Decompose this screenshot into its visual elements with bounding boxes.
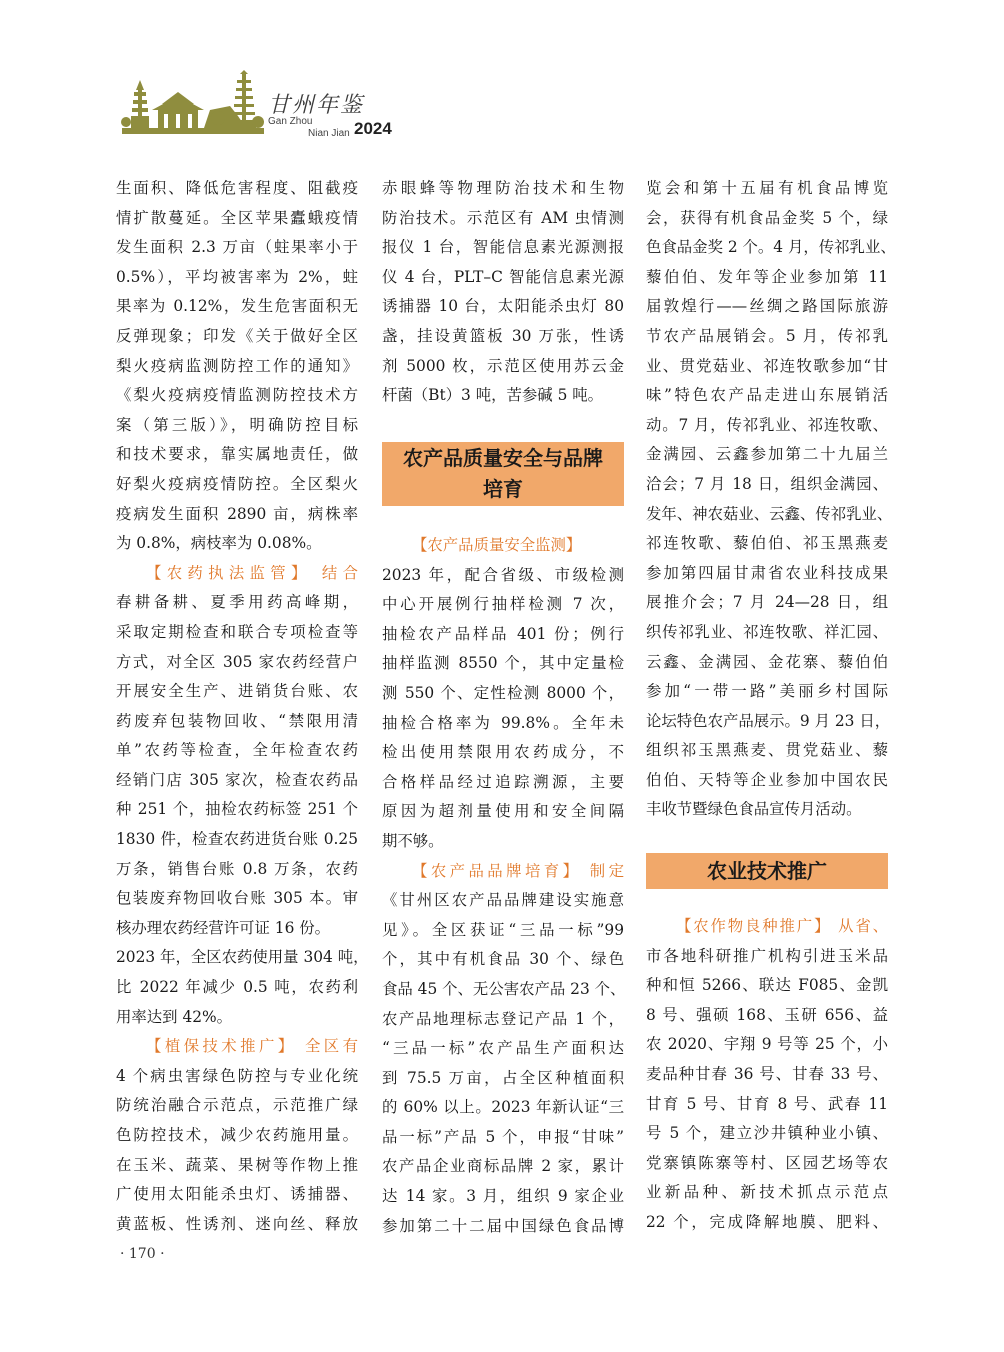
text-line: 合格样品经过追踪溯源，主要 xyxy=(382,772,624,791)
text-line: 原因为超剂量使用和安全间隔 xyxy=(382,802,624,821)
text-line: 届敦煌行——丝绸之路国际旅游 xyxy=(646,297,888,316)
text-line: 诱捕器 10 台，太阳能杀虫灯 80 xyxy=(382,297,624,316)
text-line: 疫病发生面积 2890 亩，病株率 xyxy=(116,504,358,523)
text-line: 麦品种甘春 36 号、甘春 33 号、 xyxy=(646,1064,888,1083)
text-line: 洽会；7 月 18 日，组织金满园、 xyxy=(646,474,888,493)
column-right-top xyxy=(646,174,896,825)
text-line: 组织祁玉黑燕麦、贯党菇业、藜 xyxy=(646,741,888,760)
text-line: 织传祁乳业、祁连牧歌、祥汇园、 xyxy=(646,622,888,641)
gan-zhou-skyline-logo-icon xyxy=(118,70,268,140)
text-line: 业、贯党菇业、祁连牧歌参加“甘 xyxy=(646,356,888,375)
text-line: 个，其中有机食品 30 个、绿色 xyxy=(382,950,624,969)
text-line: 8 号、强硕 168、玉研 656、益 xyxy=(646,1005,888,1024)
text-line: 伯伯、天特等企业参加中国农民 xyxy=(646,770,888,789)
text-line: 发生面积 2.3 万亩（蛀果率小于 xyxy=(116,238,358,257)
text-line: 发年、神农菇业、云鑫、传祁乳业、 xyxy=(646,504,893,523)
text-line: 开展安全生产、进销货台账、农 xyxy=(116,682,358,701)
text-line: 仪 4 台，PLT–C 智能信息素光源 xyxy=(382,267,624,286)
text-line: 检出使用禁限用农药成分，不 xyxy=(382,743,624,762)
text-line: 会，获得有机食品金奖 5 个，绿 xyxy=(646,208,888,227)
text-line: 采取定期检查和联合专项检查等 xyxy=(116,622,358,641)
brand-title: 甘州年鉴 xyxy=(268,93,365,118)
text-line: 抽检合格率为 99.8%。全年未 xyxy=(382,713,624,732)
subheading-pesticide-enforcement: 【农药执法监管】 结合 xyxy=(146,563,358,582)
text-line: 盏，挂设黄篮板 30 万张，性诱 xyxy=(382,326,624,345)
column-middle-bottom xyxy=(382,531,624,1241)
text-line: 防治技术。示范区有 AM 虫情测 xyxy=(382,208,624,227)
text-line: 经销门店 305 家次，检查农药品 xyxy=(116,770,358,789)
text-line: 甘育 5 号、甘育 8 号、武春 11 xyxy=(646,1094,888,1113)
text-line: 报仪 1 台，智能信息素光源测报 xyxy=(382,238,624,257)
text-line: 单”农药等检查，全年检查农药 xyxy=(116,741,358,760)
section-heading-line: 培育 xyxy=(483,477,523,501)
text-line: 反弹现象；印发《关于做好全区 xyxy=(116,326,358,345)
text-line: 2023 年，配合省级、市级检测 xyxy=(382,565,624,584)
text-line: 广使用太阳能杀虫灯、诱捕器、 xyxy=(116,1185,358,1204)
text-line: 赤眼蜂等物理防治技术和生物 xyxy=(382,179,624,197)
text-line: 业新品种、新技术抓点示范点 xyxy=(646,1183,888,1202)
brand-pinyin-gan-zhou: Gan Zhou xyxy=(268,116,313,127)
text-line: 万条，销售台账 0.8 万条，农药 xyxy=(116,859,358,878)
page-header xyxy=(118,70,418,146)
text-line: 号 5 个，建立沙井镇种业小镇、 xyxy=(646,1124,888,1143)
text-line: 展推介会；7 月 24—28 日，组 xyxy=(646,593,888,612)
text-line: “三品一标”农产品生产面积达 xyxy=(382,1039,624,1058)
text-line: 中心开展例行抽样检测 7 次， xyxy=(382,595,624,614)
text-line: 抽检农产品样品 401 份；例行 xyxy=(382,624,624,643)
text-line: 种和恒 5266、联达 F085、金凯 xyxy=(646,976,888,995)
text-line: 参加“一带一路”美丽乡村国际 xyxy=(646,682,888,701)
text-line: 参加第四届甘肃省农业科技成果 xyxy=(646,563,888,582)
text-line: 包装废弃物回收台账 305 本。审 xyxy=(116,889,358,908)
text-line: 好梨火疫病疫情防控。全区梨火 xyxy=(116,474,358,493)
text-line: 药废弃包装物回收、“禁限用清 xyxy=(116,711,358,730)
text-line: 丰收节暨绿色食品宣传月活动。 xyxy=(646,800,862,819)
subheading-brand-cultivation: 【农产品品牌培育】 制定 xyxy=(412,861,624,880)
text-line: 4 个病虫害绿色防控与专业化统 xyxy=(116,1066,358,1085)
text-line: 1830 件，检查农药进货台账 0.25 xyxy=(116,830,358,849)
text-line: 祁连牧歌、藜伯伯、祁玉黑燕麦 xyxy=(646,534,888,553)
text-line: 到 75.5 万亩，占全区种植面积 xyxy=(382,1068,624,1087)
text-line: 农产品企业商标品牌 2 家，累计 xyxy=(382,1157,624,1176)
subheading-seed-promotion: 【农作物良种推广】 从省、 xyxy=(676,917,888,935)
text-line: 市各地科研推广机构引进玉米品 xyxy=(646,946,888,965)
text-line: 果率为 0.12%，发生危害面积无 xyxy=(116,297,358,316)
text-line: 杆菌（Bt）3 吨，苦参碱 5 吨。 xyxy=(382,386,604,405)
text-line: 用率达到 42%。 xyxy=(116,1007,233,1026)
text-line: 防统治融合示范点，示范推广绿 xyxy=(116,1096,358,1115)
text-line: 0.5%），平均被害率为 2%，蛀 xyxy=(116,267,358,286)
text-line: 云鑫、金满园、金花寨、藜伯伯 xyxy=(646,652,888,671)
text-line: 农 2020、宇翔 9 号等 25 个，小 xyxy=(646,1035,888,1054)
text-line: 党寨镇陈寨等村、区园艺场等农 xyxy=(646,1153,888,1172)
text-line: 《甘州区农产品品牌建设实施意 xyxy=(382,891,624,910)
text-line: 案（第三版）》，明确防控目标 xyxy=(116,415,358,434)
text-line: 在玉米、蔬菜、果树等作物上推 xyxy=(116,1155,358,1174)
text-line: 达 14 家。3 月，组织 9 家企业 xyxy=(382,1187,624,1206)
text-line: 剂 5000 枚，示范区使用苏云金 xyxy=(382,356,624,375)
subheading-quality-monitoring: 【农产品质量安全监测】 xyxy=(412,536,582,554)
page-number: · 170 · xyxy=(120,1246,165,1262)
section-heading-quality-safety-brand xyxy=(382,442,624,506)
text-line: 和技术要求，靠实属地责任，做 xyxy=(116,445,358,464)
text-line: 种 251 个，抽检农药标签 251 个 xyxy=(116,800,358,819)
text-line: 色食品金奖 2 个。4 月，传祁乳业、 xyxy=(646,238,896,257)
text-line: 味”特色农产品走进山东展销活 xyxy=(646,386,888,405)
brand-pinyin-nian-jian: Nian Jian xyxy=(308,128,350,139)
column-right-bottom xyxy=(646,912,888,1238)
text-line: 2023 年，全区农药使用量 304 吨， xyxy=(116,948,369,967)
text-line: 金满园、云鑫参加第二十九届兰 xyxy=(646,445,888,464)
text-line: 比 2022 年减少 0.5 吨，农药利 xyxy=(116,978,358,997)
text-line: 见》。全区获证“三品一标”99 xyxy=(382,920,624,939)
text-line: 生面积、降低危害程度、阻截疫 xyxy=(116,179,358,197)
text-line: 食品 45 个、无公害农产品 23 个、 xyxy=(382,979,626,998)
text-line: 黄蓝板、性诱剂、迷向丝、释放 xyxy=(116,1214,358,1233)
column-middle-top xyxy=(382,174,624,411)
text-line: 春耕备耕、夏季用药高峰期， xyxy=(116,593,358,612)
text-line: 《梨火疫病疫情监测防控技术方 xyxy=(116,386,358,405)
column-left xyxy=(116,174,369,1239)
text-line: 核办理农药经营许可证 16 份。 xyxy=(116,918,331,937)
text-line: 为 0.8%，病枝率为 0.08%。 xyxy=(116,534,322,553)
text-line: 节农产品展销会。5 月，传祁乳 xyxy=(646,326,888,345)
text-line: 品一标”产品 5 个，申报“甘味” xyxy=(382,1127,624,1146)
text-line: 抽样监测 8550 个，其中定量检 xyxy=(382,654,624,673)
text-line: 22 个，完成降解地膜、肥料、 xyxy=(646,1212,888,1231)
section-heading-line: 农产品质量安全与品牌 xyxy=(403,446,603,470)
subheading-plant-protection: 【植保技术推广】 全区有 xyxy=(146,1037,358,1056)
text-line: 藜伯伯、发年等企业参加第 11 xyxy=(646,267,888,286)
text-line: 测 550 个、定性检测 8000 个， xyxy=(382,683,624,702)
text-line: 农产品地理标志登记产品 1 个， xyxy=(382,1009,624,1028)
text-line: 的 60% 以上。2023 年新认证“三 xyxy=(382,1098,624,1117)
brand-year: 2024 xyxy=(354,119,392,138)
text-line: 方式，对全区 305 家农药经营户 xyxy=(116,652,358,671)
text-line: 情扩散蔓延。全区苹果蠹蛾疫情 xyxy=(116,208,358,227)
text-line: 参加第二十二届中国绿色食品博 xyxy=(382,1216,624,1235)
text-line: 期不够。 xyxy=(382,831,444,850)
text-line: 论坛特色农产品展示。9 月 23 日， xyxy=(646,711,891,730)
text-line: 梨火疫病监测防控工作的通知》 xyxy=(116,356,358,375)
text-line: 动。7 月，传祁乳业、祁连牧歌、 xyxy=(646,415,888,434)
text-line: 色防控技术，减少农药施用量。 xyxy=(116,1126,358,1144)
section-heading-agri-tech-promotion: 农业技术推广 xyxy=(646,853,888,889)
text-line: 览会和第十五届有机食品博览 xyxy=(646,179,888,197)
